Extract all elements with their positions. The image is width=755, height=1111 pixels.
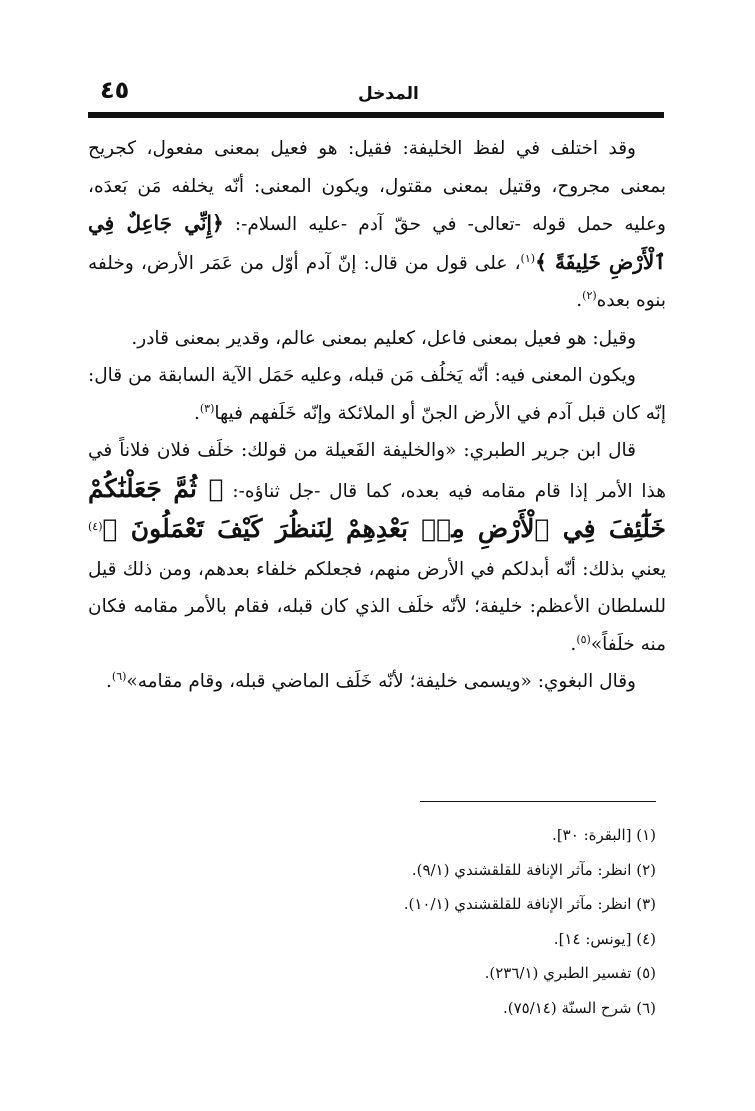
footnote-item: (٤) [يونس: ١٤].: [553, 929, 656, 948]
footnote-ref-1: (١): [520, 251, 536, 265]
paragraph-1: وقد اختلف في لفظ الخليفة: فقيل: هو فعيل بمعنى مفعول، كجريح بمعنى مجروح، وقتيل بمعنى مقتول، ويكون المعنى: أنّه يخلفه مَن بَعدَه، وعليه حمل قوله -تعالى- في حقّ آدم -عليه السلام-: ﴿إِنِّي جَاعِلٌ فِي ٱلْأَرْضِ خَلِيفَةً ﴾$^{(١)}$، على قول من قال: إنّ آدم أوّل من عَمَر الأرض، وخلفه بنوه بعده$^{(٢)}$.: [88, 138, 666, 311]
paragraph-3: ويكون المعنى فيه: أنّه يَخلُف مَن قبله، وعليه حَمَل الآية السابقة من قال: إنّه كان قبل آدم في الأرض الجنّ أو الملائكة وإنّه خَلَفهم فيها$^{(٣)}$.: [88, 365, 666, 424]
footnote-ref-4: (٤): [88, 519, 103, 533]
footnote-ref-6: (٦): [111, 669, 127, 683]
footnote-separator: [420, 801, 656, 802]
paragraph-2: وقيل: هو فعيل بمعنى فاعل، كعليم بمعنى عالم، وقدير بمعنى قادر.: [131, 327, 636, 349]
paragraph-4: قال ابن جرير الطبري: «والخليفة الفَعيلة من قولك: خلَف فلان فلاناً في هذا الأمر إذا قام مقامه فيه بعده، كما قال -جل ثناؤه-: ﴿ ثُمَّ جَعَلْنَٰكُمْ خَلَٰٓئِفَ فِي ٱلْأَرْضِ مِنۢ بَعْدِهِمْ لِنَنظُرَ كَيْفَ تَعْمَلُونَ ﴾$^{(٤)}$ يعني بذلك: أنّه أبدلكم في الأرض منهم، فجعلكم خلفاء بعدهم، ومن ذلك قيل للسلطان الأعظم: خليفة؛ لأنّه خلَف الذي كان قبله، فقام بالأمر مقامه فكان منه خلَفاً»$^{(٥)}$.: [88, 440, 666, 655]
footnote-ref-5: (٥): [576, 632, 591, 646]
footnote-item: (٦) شرح السنّة (٧٥/١٤).: [502, 998, 656, 1017]
footnote-ref-2: (٢): [582, 288, 597, 302]
paragraph-5: وقال البغوي: «ويسمى خليفة؛ لأنّه خَلَف الماضي قبله، وقام مقامه»$^{(٦)}$.: [106, 669, 636, 692]
footnotes: [300, 818, 656, 1025]
footnote-item: (٢) انظر: مآثر الإنافة للقلقشندي (٩/١).: [411, 860, 656, 879]
header-rule: [88, 112, 664, 118]
running-title: المدخل: [358, 84, 419, 104]
footnote-ref-3: (٣): [199, 401, 215, 415]
quran-verse: ﴿ ثُمَّ جَعَلْنَٰكُمْ خَلَٰٓئِفَ فِي ٱلْأَرْضِ مِنۢ بَعْدِهِمْ لِنَنظُرَ كَيْفَ تَعْمَلُونَ ﴾: [88, 473, 666, 543]
quran-verse: ﴿إِنِّي جَاعِلٌ فِي ٱلْأَرْضِ خَلِيفَةً ﴾: [88, 211, 666, 274]
footnote-item: (١) [البقرة: ٣٠].: [552, 826, 656, 844]
footnote-item: (٣) انظر: مآثر الإنافة للقلقشندي (١٠/١).: [403, 895, 656, 913]
footnote-item: (٥) تفسير الطبري (٢٣٦/١).: [484, 964, 656, 982]
main-text: [88, 130, 666, 701]
page-header: [88, 74, 664, 114]
page-number: ٤٥: [100, 76, 130, 104]
